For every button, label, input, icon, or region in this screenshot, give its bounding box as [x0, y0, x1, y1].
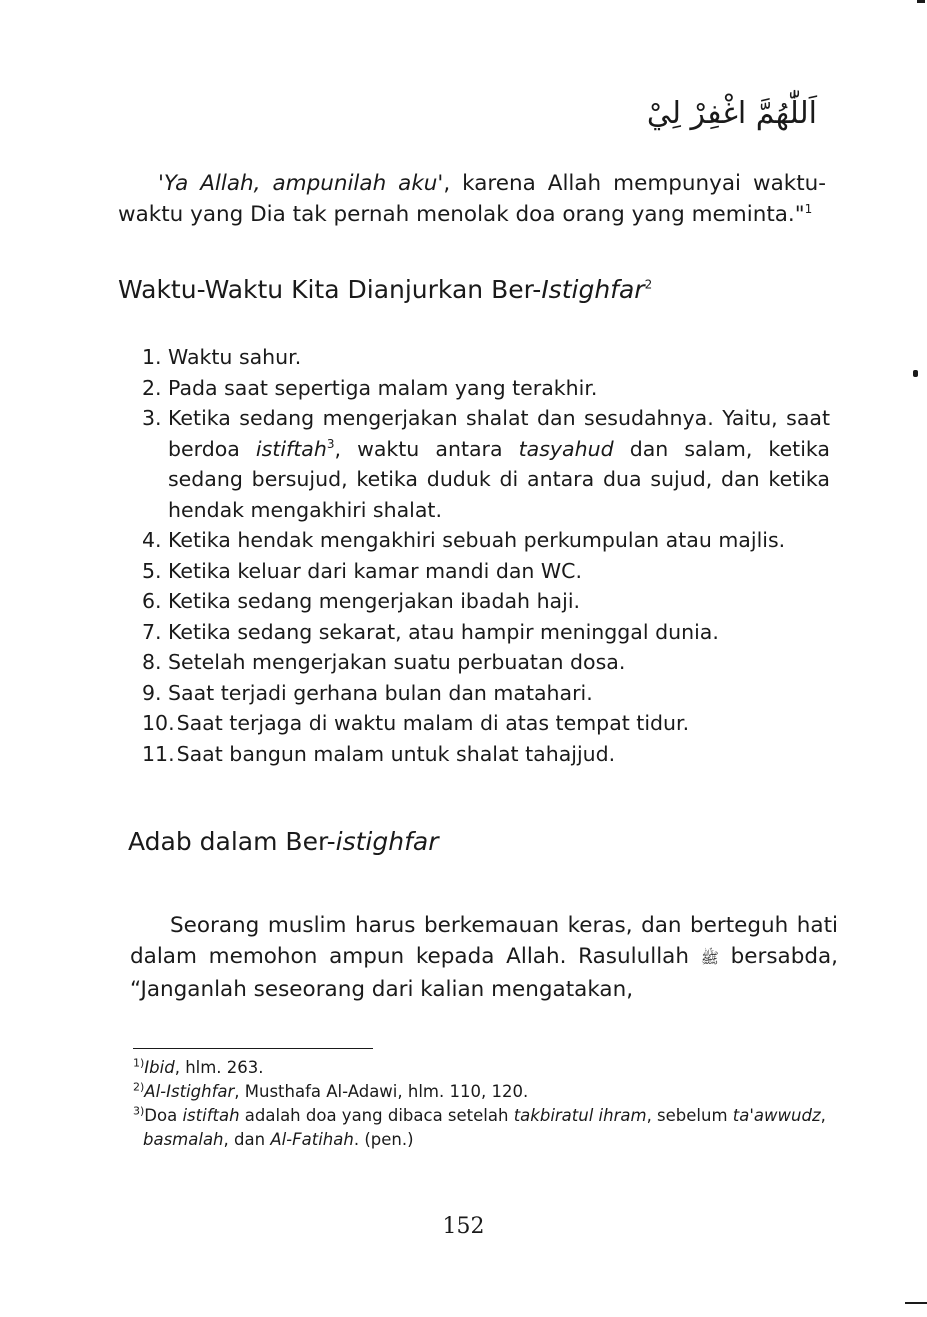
list-item: 1. Waktu sahur.	[142, 345, 302, 369]
heading-italic: istighfar	[335, 827, 439, 856]
list-item: 5. Ketika keluar dari kamar mandi dan WC.	[142, 558, 583, 583]
scan-dot-mark	[913, 370, 918, 377]
heading-plain: Adab dalam Ber-	[128, 827, 336, 856]
footnote-2: $^{2)}$Al-Istighfar, Musthafa Al-Adawi, hlm. 110, 120.	[133, 1080, 529, 1101]
list-item: 11. Saat bangun malam untuk shalat tahajjud.	[142, 741, 616, 766]
page-number: 152	[442, 1214, 485, 1239]
saw-symbol: ﷺ	[700, 948, 719, 967]
scan-edge-mark-bottom	[905, 1302, 927, 1304]
footnote-divider	[133, 1048, 373, 1049]
arabic-prayer: اَللّٰهُمَّ اغْفِرْ لِيْ	[646, 96, 817, 131]
footnote-3-continued: basmalah, dan Al-Fatihah. (pen.)	[143, 1130, 414, 1149]
list-item: 8. Setelah mengerjakan suatu perbuatan dosa.	[142, 650, 626, 674]
footnote-ref-3: 3	[326, 436, 335, 451]
footnotes	[133, 1056, 843, 1152]
quote-italic: 'Ya Allah, ampunilah aku'	[158, 170, 444, 196]
scan-edge-mark-top	[917, 0, 925, 3]
list-item: 3. Ketika sedang mengerjakan shalat dan sesudahnya. Yaitu, saat berdoa istiftah$^3$, waktu antara tasyahud dan salam, ketika sedang bersujud, ketika duduk di antara dua sujud, dan ketika hendak mengakhiri shalat.	[142, 406, 830, 522]
footnote-ref-2: 2	[644, 277, 653, 292]
heading-italic: Istighfar	[541, 275, 645, 304]
list-item: 10. Saat terjaga di waktu malam di atas tempat tidur.	[142, 711, 690, 735]
heading-plain: Waktu-Waktu Kita Dianjurkan Ber-	[118, 275, 542, 304]
waktu-list	[142, 342, 830, 769]
list-item: 9. Saat terjadi gerhana bulan dan matahari.	[142, 680, 593, 705]
quote-paragraph	[118, 168, 826, 230]
list-item: 4. Ketika hendak mengakhiri sebuah perkumpulan atau majlis.	[142, 528, 786, 552]
list-item: 6. Ketika sedang mengerjakan ibadah haji.	[142, 589, 581, 613]
footnote-1: $^{1)}$Ibid, hlm. 263.	[133, 1056, 264, 1077]
section-heading-waktu	[118, 275, 652, 304]
list-item: 2. Pada saat sepertiga malam yang terakhir.	[142, 375, 598, 400]
footnote-3: $^{3)}$Doa istiftah adalah doa yang dibaca setelah takbiratul ihram, sebelum ta'awwudz,	[133, 1104, 826, 1125]
footnote-ref-1: 1	[804, 201, 813, 216]
adab-paragraph: Seorang muslim harus berkemauan keras, dan berteguh hati dalam memohon ampun kepada Allah. Rasulullah ﷺ bersabda, “Janganlah seseorang dari kalian mengatakan,	[130, 912, 838, 1002]
list-item: 7. Ketika sedang sekarat, atau hampir meninggal dunia.	[142, 619, 719, 644]
section-heading-adab	[128, 827, 439, 856]
quote-rest: , karena Allah mempunyai waktu-waktu yang Dia tak pernah menolak doa orang yang meminta."	[118, 170, 827, 227]
